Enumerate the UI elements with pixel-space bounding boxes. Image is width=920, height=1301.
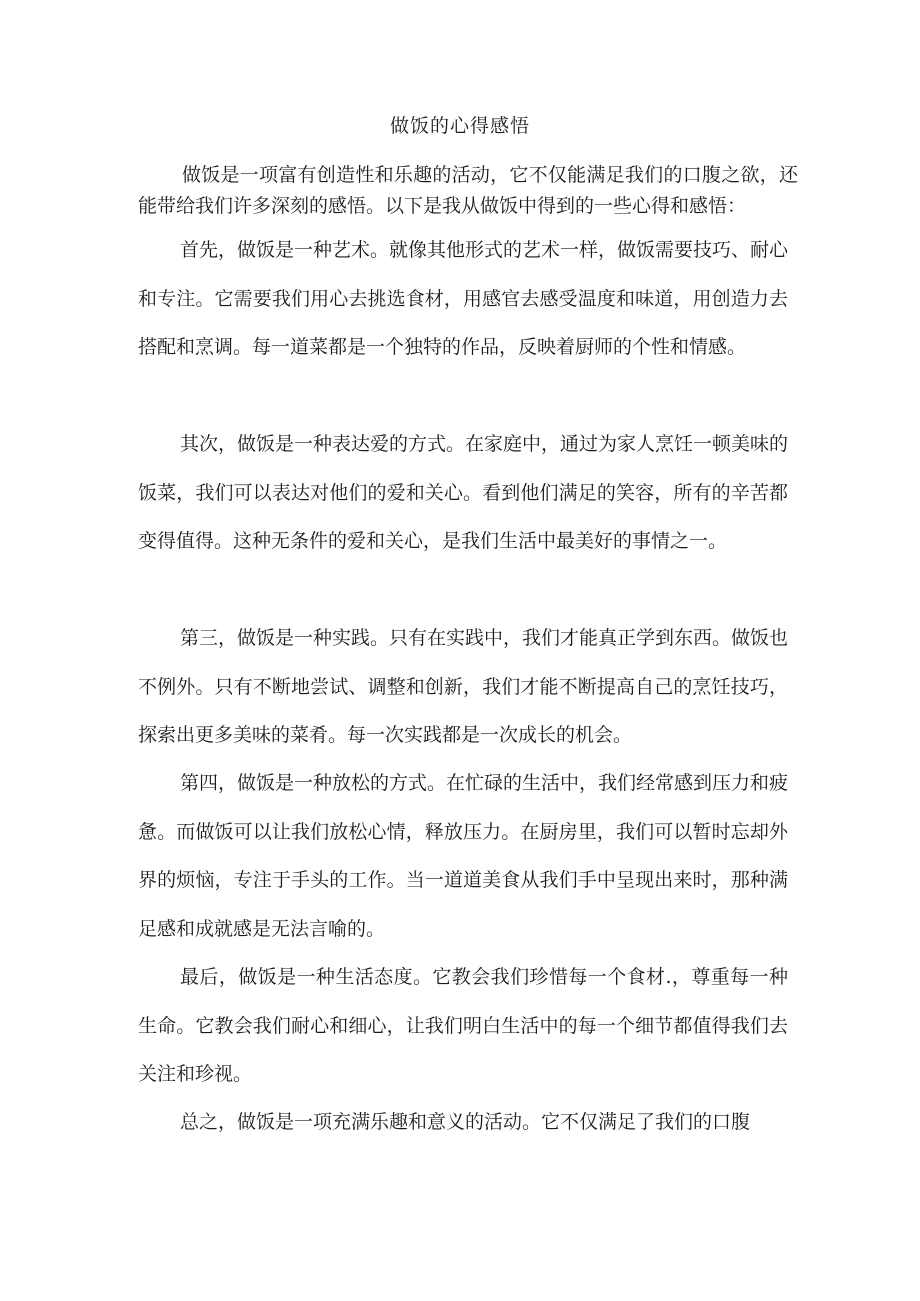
paragraph-4: 第四，做饭是一种放松的方式。在忙碌的生活中，我们经常感到压力和疲惫。而做饭可以让我们放松心情，释放压力。在厨房里，我们可以暂时忘却外界的烦恼，专注于手头的工作。当一道道美食从我们手中呈现出来时，那种满足感和成就感是无法言喻的。 bbox=[138, 772, 789, 940]
paragraph-2: 其次，做饭是一种表达爱的方式。在家庭中，通过为家人烹饪一顿美味的饭菜，我们可以表达对他们的爱和关心。看到他们满足的笑容，所有的辛苦都变得值得。这种无条件的爱和关心，是我们生活中最美好的事情之一。 bbox=[138, 433, 789, 552]
paragraph-3: 第三，做饭是一种实践。只有在实践中，我们才能真正学到东西。做饭也不例外。只有不断地尝试、调整和创新，我们才能不断提高自己的烹饪技巧，探索出更多美味的菜肴。每一次实践都是一次成长的机会。 bbox=[138, 627, 789, 746]
paragraph-5: 最后，做饭是一种生活态度。它教会我们珍惜每一个食材.，尊重每一种生命。它教会我们耐心和细心，让我们明白生活中的每一个细节都值得我们去关注和珍视。 bbox=[138, 966, 788, 1085]
paragraph-1: 首先，做饭是一种艺术。就像其他形式的艺术一样，做饭需要技巧、耐心和专注。它需要我们用心去挑选食材，用感官去感受温度和味道，用创造力去搭配和烹调。每一道菜都是一个独特的作品，反映着厨师的个性和情感。 bbox=[138, 239, 789, 358]
document-title: 做饭的心得感悟 bbox=[389, 115, 530, 137]
intro-paragraph: 做饭是一项富有创造性和乐趣的活动，它不仅能满足我们的口腹之欲，还能带给我们许多深刻的感悟。以下是我从做饭中得到的一些心得和感悟： bbox=[138, 164, 798, 217]
paragraph-6: 总之，做饭是一项充满乐趣和意义的活动。它不仅满足了我们的口腹 bbox=[180, 1111, 751, 1133]
